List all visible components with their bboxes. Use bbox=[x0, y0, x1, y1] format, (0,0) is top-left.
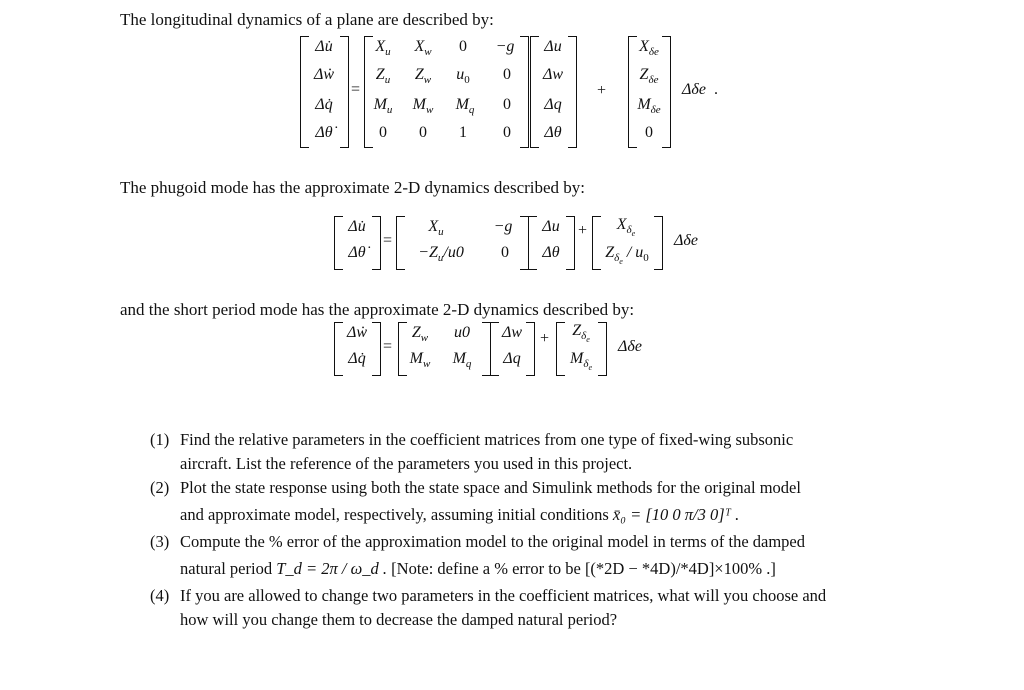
A-bracket-right bbox=[520, 36, 529, 148]
x-dq: Δq bbox=[544, 96, 562, 113]
ph-plus: + bbox=[578, 222, 588, 239]
ph-x-dtheta: Δθ bbox=[542, 244, 560, 261]
A-0-2: 0 bbox=[459, 38, 467, 55]
question-2-line2: and approximate model, respectively, assuming initial conditions bbox=[180, 505, 609, 524]
sp-A-1-1: $M_q$ bbox=[452, 350, 472, 370]
A-3-0: 0 bbox=[379, 124, 387, 141]
ph-input: Δδe bbox=[674, 232, 698, 249]
sp-A-1-0: $M_w$ bbox=[409, 350, 431, 370]
ph-x-du: Δu bbox=[542, 218, 560, 235]
question-4 bbox=[150, 584, 826, 608]
question-3-line2-wrap bbox=[150, 554, 826, 584]
sp-input: Δδe bbox=[618, 338, 642, 355]
question-1-line2: aircraft. List the reference of the parameters you used in this project. bbox=[180, 454, 633, 473]
A-0-1: $X_w$ bbox=[414, 38, 432, 58]
A-3-1: 0 bbox=[419, 124, 427, 141]
lhs-dq: Δq̇ bbox=[315, 96, 333, 113]
x-dw: Δw bbox=[542, 66, 564, 83]
sp-A-0-0: $Z_w$ bbox=[411, 324, 429, 344]
ph-A-1-0: $-Z_u/u0$ bbox=[418, 244, 464, 264]
lhs-dw: Δẇ bbox=[313, 66, 335, 83]
ph-A-0-1: −g bbox=[493, 218, 513, 235]
intro-text: The longitudinal dynamics of a plane are described by: bbox=[120, 10, 494, 29]
phugoid-intro-text: The phugoid mode has the approximate 2-D dynamics described by: bbox=[120, 178, 586, 197]
sp-x-dq: Δq bbox=[503, 350, 521, 367]
B-2: $M_{\delta e}$ bbox=[637, 96, 661, 116]
question-4-number: (4) bbox=[150, 586, 170, 605]
question-3 bbox=[150, 530, 826, 554]
A-1-1: $Z_w$ bbox=[414, 66, 432, 86]
question-3-number: (3) bbox=[150, 532, 170, 551]
ph-A-1-1: 0 bbox=[501, 244, 509, 261]
lhs-du: Δu̇ bbox=[315, 38, 333, 55]
question-2-line2-wrap bbox=[150, 500, 826, 530]
sp-lhs-dq: Δq̇ bbox=[348, 350, 366, 367]
A-2-3: 0 bbox=[503, 96, 511, 113]
input-delta-e: Δδe bbox=[682, 81, 706, 98]
A-2-2: $M_q$ bbox=[455, 96, 475, 116]
ph-B-0: $X_{\delta_e}$ bbox=[616, 216, 636, 238]
B-3: 0 bbox=[645, 124, 653, 141]
question-3-line2: natural period bbox=[180, 559, 273, 578]
equals-sign: = bbox=[351, 81, 361, 98]
question-3-line1: Compute the % error of the approximation model to the original model in terms of the damped bbox=[180, 532, 806, 551]
A-1-2: $u_0$ bbox=[456, 66, 470, 86]
A-3-3: 0 bbox=[503, 124, 511, 141]
sp-lhs-dw: Δẇ bbox=[346, 324, 368, 341]
short-period-intro-text: and the short period mode has the approximate 2-D dynamics described by: bbox=[120, 300, 635, 319]
x-du: Δu bbox=[544, 38, 562, 55]
A-1-0: $Z_u$ bbox=[375, 66, 391, 86]
A-2-1: $M_w$ bbox=[412, 96, 434, 116]
sp-equals: = bbox=[383, 338, 393, 355]
question-list bbox=[150, 428, 826, 632]
question-4-line2: how will you change them to decrease the damped natural period? bbox=[180, 610, 618, 629]
A-0-3: −g bbox=[495, 38, 515, 55]
question-2 bbox=[150, 476, 826, 500]
error-definition-note: [Note: define a % error to be [(*2D − *4D)/*4D]×100% .] bbox=[391, 559, 776, 578]
plus-sign: + bbox=[597, 82, 607, 99]
x-dtheta: Δθ bbox=[544, 124, 562, 141]
ph-B-1: $Z_{\delta_e} / u_0$ bbox=[605, 244, 649, 266]
sp-x-dw: Δw bbox=[501, 324, 523, 341]
question-2-line1: Plot the state response using both the state space and Simulink methods for the original model bbox=[180, 478, 801, 497]
sp-plus: + bbox=[540, 330, 550, 347]
ph-equals: = bbox=[383, 232, 393, 249]
B-0: $X_{\delta e}$ bbox=[639, 38, 659, 58]
ph-lhs-du: Δu̇ bbox=[348, 218, 366, 235]
damped-period-math: T_d = 2π / ω_d . bbox=[276, 559, 388, 578]
question-1-number: (1) bbox=[150, 430, 170, 449]
sp-A-0-1: u0 bbox=[454, 324, 470, 341]
sp-B-1: $M_{\delta_e}$ bbox=[569, 350, 592, 372]
A-0-0: $X_u$ bbox=[375, 38, 391, 58]
question-4-line1: If you are allowed to change two parameters in the coefficient matrices, what will you choose and bbox=[180, 586, 827, 605]
question-1-line1: Find the relative parameters in the coefficient matrices from one type of fixed-wing subsonic bbox=[180, 430, 794, 449]
sp-B-0: $Z_{\delta_e}$ bbox=[572, 322, 590, 344]
question-2-number: (2) bbox=[150, 478, 170, 497]
period: . bbox=[714, 81, 718, 98]
initial-conditions-math: x̄₀ = [10 0 π/3 0]ᵀ . bbox=[612, 505, 740, 524]
ph-A-0-0: $X_u$ bbox=[428, 218, 444, 238]
A-2-0: $M_u$ bbox=[373, 96, 393, 116]
A-3-2: 1 bbox=[459, 124, 467, 141]
ph-lhs-dtheta: Δθ̇ bbox=[348, 244, 366, 261]
lhs-dtheta: Δθ̇ bbox=[315, 124, 333, 141]
B-1: $Z_{\delta e}$ bbox=[639, 66, 659, 86]
question-1 bbox=[150, 428, 826, 452]
A-1-3: 0 bbox=[503, 66, 511, 83]
